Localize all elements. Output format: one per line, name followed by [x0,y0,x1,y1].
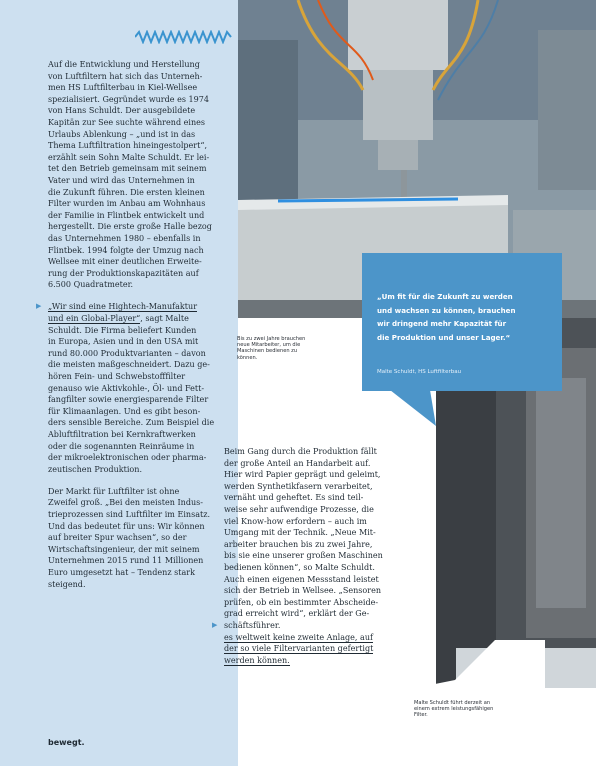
caption-machine [237,336,327,361]
products-line: oder die sogenannten Reinräume in [48,441,195,451]
history-line: rung der Produktionskapazitäten auf [48,268,199,278]
production-line: werden Synthetikfasern verarbeitet, [224,481,373,491]
history-line: Auf die Entwicklung und Herstellung [48,60,200,69]
products-line: in Europa, Asien und in den USA mit [48,337,199,347]
production-line: vernäht und geheftet. Es sind teil- [224,493,364,503]
production-line: grad erreicht wird“, erklärt der Ge- [224,609,370,619]
history-line: 6.500 Quadratmeter. [48,280,134,290]
quote-line: „Um fit für die Zukunft zu werden [377,292,513,301]
products-line: genauso wie Aktivkohle-, Öl- und Fett- [48,383,205,393]
production-line: Umgang mit der Technik. „Neue Mit- [224,528,376,538]
production-line: Hier wird Papier geprägt und geleimt, [224,470,381,480]
market-line: Euro umgesetzt hat – Tendenz stark [48,567,196,577]
market-line: steigend. [48,579,86,589]
underlined-claim: der so viele Filtervarianten gefertigt [224,644,374,654]
products-line: Schuldt. Die Firma beliefert Kunden [48,325,197,335]
production-line: schäftsführer. [224,620,281,630]
paragraph-history [48,59,230,291]
arrow-icon: ▶ [36,302,42,311]
caption-worker-line: einem extrem leistungsfähigen [414,706,494,713]
paragraph-production [212,446,414,666]
production-line: arbeiter brauchen bis zu zwei Jahre, [224,539,373,549]
market-line: auf breiter Spur wachsen“, so der [48,533,187,543]
products-line: fangfilter sowie energiesparende Filter [48,395,209,405]
pull-quote-text [377,290,516,344]
production-line: Auch einen eigenen Messstand leistet [224,574,379,584]
products-line: Abluftfiltration bei Kernkraftwerken [48,429,196,439]
production-line: prüfen, ob ein bestimmter Abscheide- [224,597,379,607]
history-line: Thema Luftfiltration hineingestolpert“, [48,141,208,151]
history-line: erzählt sein Sohn Malte Schuldt. Er lei- [48,152,210,162]
underlined-claim: es weltweit keine zweite Anlage, auf [224,632,374,642]
history-line: hergestellt. Die erste große Halle bezog [48,222,212,232]
market-line: trieprozessen sind Luftfilter im Einsatz. [48,509,211,519]
arrow-icon: ▶ [212,621,218,629]
products-line: ders sensible Bereiche. Zum Beispiel die [48,418,215,428]
market-line: Unternehmen 2015 rund 11 Millionen [48,556,204,566]
market-line: Wirtschaftsingenieur, der mit seinem [48,544,200,554]
caption-machine-line: Maschinen bedienen zu [237,348,298,355]
history-line: spezialisiert. Gegründet wurde es 1974 [48,94,210,104]
production-line: bedienen können“, so Malte Schuldt. [224,562,375,572]
quote-underline-1: „Wir sind eine Hightech-Manufaktur [48,302,198,312]
products-line: rund 80.000 Produktvarianten – davon [48,348,206,358]
history-line: Vater und wird das Unternehmen in [48,175,195,185]
history-line: Wellsee mit einer deutlichen Erweite- [48,257,202,267]
history-line: men HS Luftfilterbau in Kiel-Wellsee [48,83,198,93]
caption-machine-line: können. [237,354,258,361]
quote-line: die Produktion und unser Lager.“ [377,332,511,342]
market-line: Zweifel groß. „Bei den meisten Indus- [48,498,204,508]
article-column-1 [36,59,230,601]
history-line: tet den Betrieb gemeinsam mit seinem [48,164,207,174]
products-line: die meisten maßgeschneidert. Dazu ge- [48,360,210,370]
paragraph-market [48,486,230,590]
quote-underline-2: und ein Global-Player“ [48,313,141,323]
products-line: zeutischen Produktion. [48,464,143,474]
pull-quote-box [362,253,562,391]
magazine-logo: bewegt. [48,738,85,747]
production-line: sich der Betrieb in Wellsee. „Sensoren [224,586,382,596]
production-line: weise sehr aufwendige Prozesse, die [224,504,374,514]
caption-worker-line: Malte Schuldt führt derzeit an [414,700,491,706]
market-line: Der Markt für Luftfilter ist ohne [48,486,180,496]
quote-line: und wachsen zu können, brauchen [377,305,516,315]
history-line: Urlaubs Ablenkung – „und ist in das [48,129,196,139]
history-line: Flintbek. 1994 folgte der Umzug nach [48,245,204,255]
history-line: von Luftfiltern hat sich das Unterneh- [48,71,203,81]
caption-machine-line: neue Mitarbeiter, um die [237,342,301,349]
products-line: der mikroelektronischen oder pharma- [48,453,207,463]
production-line: viel Know-how erfordern – auch im [224,516,367,526]
history-line: das Unternehmen 1980 – ebenfalls in [48,233,201,243]
speech-bubble-tail [390,390,440,430]
underlined-claim: werden können. [224,655,290,665]
products-line: für Klimaanlagen. Und es gibt beson- [48,406,201,416]
production-line: bis sie eine unserer großen Maschinen [224,551,383,561]
history-line: der Familie in Flintbek entwickelt und [48,210,205,220]
market-line: Und das bedeutet für uns: Wir können [48,521,205,531]
history-line: Filter wurden im Anbau am Wohnhaus [48,199,206,209]
history-line: Kapitän zur See suchte während eines [48,117,206,127]
zigzag-ornament [135,30,233,44]
history-line: von Hans Schuldt. Der ausgebildete [48,106,196,116]
history-line: die Zukunft führen. Die ersten kleinen [48,187,205,197]
quote-line: wir dringend mehr Kapazität für [377,319,507,329]
production-line: Beim Gang durch die Produktion fällt [224,447,377,456]
caption-worker [414,700,524,719]
article-column-2 [212,446,414,666]
pull-quote-source: Malte Schuldt, HS Luftfilterbau [377,369,462,375]
paragraph-products: ▶ „Wir sind eine Hightech-Manufaktur und ein Global-Player“, sagt Malte Schuldt. Die Firma beliefert Kunden in Europa, Asien und in den USA mit rund 80.000 Produktvarianten – davon die meisten maßgeschneidert. Dazu ge- hören Fein- und Schwebstofffilter genauso wie Aktivkohle-, Öl- und Fett- fangfilter sowie energiesparende Filter für Klimaanlagen. Und es gibt beson- ders sensible Bereiche. Zum Beispiel die Abluftfiltration bei Kernkraftwerken oder die sogenannten Reinräume in der mikroelektronischen oder pharma- zeutischen Produktion. [48,301,230,475]
production-line: der große Anteil an Handarbeit auf. [224,458,371,468]
caption-machine-line: Bis zu zwei Jahre brauchen [237,336,306,342]
products-line: hören Fein- und Schwebstofffilter [48,371,186,381]
caption-worker-line: Filter. [414,712,428,719]
